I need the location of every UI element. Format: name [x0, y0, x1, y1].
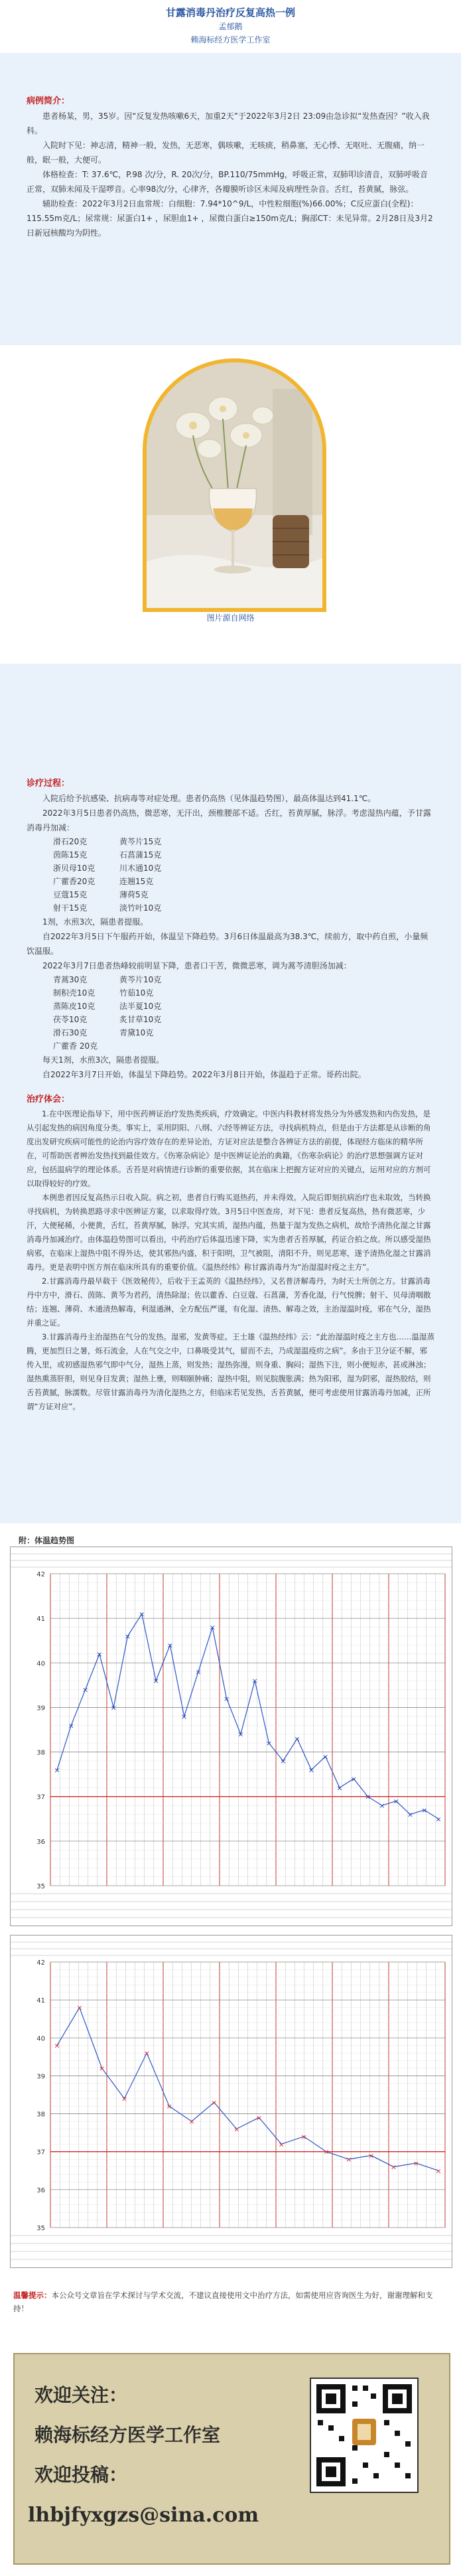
- footer-banner: [13, 2353, 450, 2565]
- studio-name: 赖海标经方医学工作室: [190, 35, 271, 44]
- temperature-point: ×: [195, 1667, 202, 1677]
- herb-row: 射干15克 淡竹叶10克: [53, 903, 162, 913]
- temperature-point: ×: [350, 1774, 357, 1783]
- warm-tip-text: 本公众号文章旨在学术探讨与学术交流，不建议直接使用文中治疗方法，如需使用应咨询医生为好，谢谢理解和支持！: [13, 2291, 433, 2313]
- temperature-point: ×: [421, 1805, 428, 1815]
- temperature-point: ×: [96, 1649, 103, 1659]
- temperature-point: ×: [251, 1677, 258, 1686]
- case-section: [0, 53, 461, 345]
- y-tick-label: 38: [36, 1749, 45, 1757]
- dose-1: 1剂，水煎3次，隔患者提服。: [42, 917, 149, 927]
- temperature-point: ×: [300, 2132, 307, 2141]
- dose-2: 每天1剂，水煎3次，隔患者提服。: [42, 1055, 165, 1065]
- temperature-point: ×: [336, 1783, 343, 1793]
- author-name: 孟郁鹅: [218, 22, 243, 31]
- case-lab: 辅助检查：2022年3月2日血常规：白细胞：7.94*10^9/L，中性粒细胞(%)66.00%；C反应蛋白(全程)：115.55m克/L；尿常规：尿蛋白1+ ，尿胆血1+ ，尿微白蛋白≥150m克/L；胸部CT：未见异常。2月28日及3月2日新冠核酸均为阴性。: [27, 199, 433, 238]
- temperature-point: ×: [407, 1810, 414, 1819]
- prescription-1: [27, 835, 434, 915]
- temperature-point: ×: [166, 1641, 173, 1650]
- article-title: 甘露消毒丹治疗反复高热一例: [165, 7, 295, 19]
- review-p3: 2.甘露消毒丹最早载于《医效秘传》，后收于王孟英的《温热经纬》，又名普济解毒丹，为时天士所创之方。甘露消毒丹中方中，滑石、茵陈、黄芩为君药，清热除湿；佐以藿香、白豆蔻、石菖蒲，芳香化湿，行气悦脾；射干、贝母清咽散结；连翘、薄荷、木通清热解毒，利湿通淋，全方配伍严谨，有化湿、清热、解毒之效，主治湿温时疫，邪在气分，湿热并重之证。: [27, 1276, 431, 1327]
- case-admission: 入院时下见：神志清，精神一般，发热，无恶寒，偶咳嗽，无咳痰，稍鼻塞，无心悸、无呕吐、无腹痛，纳一般，眠一般，大便可。: [27, 141, 425, 165]
- herb-row: 茯苓10克 炙甘草10克: [53, 1015, 162, 1024]
- temperature-point: ×: [188, 2117, 195, 2126]
- y-tick-label: 42: [36, 1959, 45, 1967]
- herb-row: 青蒿30克 黄芩片10克: [53, 975, 162, 984]
- temperature-point: ×: [209, 1623, 216, 1632]
- temperature-point: ×: [54, 2041, 60, 2050]
- temperature-point: ×: [237, 1730, 244, 1739]
- temperature-chart-1: [10, 1547, 452, 1926]
- y-tick-label: 38: [36, 2111, 45, 2119]
- footer-submit: 欢迎投稿：: [34, 2464, 128, 2486]
- chart-title: 附：体温趋势图: [19, 1536, 75, 1545]
- qr-code-icon: [311, 2379, 417, 2492]
- temperature-point: ×: [393, 1797, 399, 1806]
- article-header: [0, 5, 461, 46]
- temperature-point: ×: [124, 1632, 131, 1641]
- temperature-point: ×: [323, 2147, 330, 2157]
- y-tick-label: 39: [36, 1705, 45, 1712]
- course-p1: 入院后给予抗感染、抗病毒等对症处理。患者仍高热（见体温趋势图），最高体温达到41.1℃。: [42, 794, 376, 803]
- temperature-point: ×: [143, 2049, 150, 2058]
- temperature-point: ×: [68, 1721, 74, 1730]
- temperature-point: ×: [110, 1703, 117, 1712]
- review-p1: 1.在中医理论指导下，用中医药辨证治疗发热类疾病，疗效确定。中医内科教材将发热分为外感发热和内伤发热，是从引起发热的病因角度分类。事实上，采用阴阳、八纲、六经等辨证方法，寻找病机特点，但是由于方法都是从诊断的角度出发研究疾病可能性的论治内容疗效存在的差异论治，方证对应法是整合各辨证方法的前提，体现经方临床的精华所在，可帮助医者辨治发热找到最佳效方。《伤寒杂病论》是中医辨证论治的典籍，《伤寒杂病论》的治疗思想强调方证对应，包括温病学的理论体系。舌苔是对病情进行诊断的重要依据，其在临床上把握方证对应的关键点，运用对应的方剂可以取得较好的疗效。: [27, 1109, 431, 1188]
- temperature-point: ×: [54, 1766, 60, 1775]
- temperature-point: ×: [211, 2098, 218, 2107]
- temperature-point: ×: [255, 2113, 263, 2123]
- temperature-point: ×: [346, 2155, 352, 2164]
- footer-email[interactable]: lhbjfyxgzs@sina.com: [28, 2504, 259, 2527]
- temperature-point: ×: [364, 1792, 371, 1801]
- y-tick-label: 36: [36, 2186, 45, 2194]
- y-tick-label: 37: [36, 2149, 45, 2157]
- qr-code[interactable]: [310, 2378, 419, 2493]
- review-p2: 本例患者因反复高热示日收入院。病之初，患者自行购买退热药，并未得效。入院后即刻抗病治疗也未取效，当转换寻找病机，为转换思路寻求中医辨证方案，以求取得疗效。3月5日中医查房，对下见：患者反复高热，热有微恶寒，少汗，大便秘稀，小便黄，舌红，苔黄厚腻，脉浮。究其实质，湿热内蕴，热量于湿为发热之病机，故给予清热化湿之甘露消毒丹加减治疗。由体温趋势图可以看出，中药治疗后体温迅速下降，实为患者舌苔厚腻，药证合拍之故。所以感受湿热病邪，在临床上湿热中阻不得外达，使其邪热内盛，积于阳明，卫气被阻，清阳不升，则见恶寒，遂予清热化湿之甘露消毒丹。更是表明中医方剂在临床所具有的重要价值。《温热经纬》称甘露消毒丹为“治湿温时疫之主方”。: [27, 1193, 431, 1272]
- herb-row: 广藿香 20克: [53, 1041, 98, 1051]
- prescription-2: [27, 973, 434, 1053]
- temperature-chart-svg: [11, 1547, 452, 1926]
- y-tick-label: 40: [36, 2035, 45, 2043]
- temperature-chart-svg-2: [11, 1935, 452, 2267]
- course-section: [0, 664, 461, 1523]
- y-tick-label: 42: [36, 1571, 45, 1578]
- herb-row: 广藿香20克 连翘15克: [53, 877, 154, 886]
- temperature-point: ×: [76, 2003, 83, 2012]
- temperature-point: ×: [379, 1801, 385, 1811]
- herb-row: 滑石20克 黄芩片15克: [53, 837, 162, 846]
- temperature-point: ×: [367, 2151, 375, 2160]
- temperature-point: ×: [223, 1695, 230, 1703]
- footer-studio: 赖海标经方医学工作室: [34, 2424, 221, 2446]
- temperature-point: ×: [322, 1752, 329, 1762]
- y-tick-label: 41: [36, 1997, 45, 2005]
- temperature-point: ×: [413, 2159, 419, 2168]
- herb-row: 豆蔻15克 薄荷5克: [53, 890, 149, 899]
- case-exam: 体格检查：T: 37.6℃，P.98 次/分，R. 20次/分，BP.110/75mmHg，呼吸正常，双肺叩诊清音，双肺呼吸音正常，双肺未闻及干湿啰音。心率98次/分，心律齐，各瓣膜听诊区未闻及病理性杂音。舌红，苔黄腻，脉弦。: [27, 170, 428, 194]
- herb-row: 蒸陈皮10克 法半夏10克: [53, 1002, 162, 1011]
- herb-row: 浙贝母10克 川木通10克: [53, 864, 162, 873]
- course-p5: 自2022年3月7日开始，体温呈下降趋势。2022年3月8日开始，体温趋于正常。哥药出院。: [42, 1070, 366, 1079]
- temperature-point: ×: [153, 1677, 159, 1686]
- temperature-point: ×: [181, 1712, 188, 1721]
- herb-row: 制积壳10克 竹茹10克: [53, 988, 154, 998]
- course-p4: 2022年3月7日患者热峰较前明显下降，患者口干苦，微微恶寒，调为蒿芩清胆汤加减：: [42, 961, 352, 970]
- y-tick-label: 35: [36, 1883, 45, 1890]
- temperature-point: ×: [435, 2166, 442, 2176]
- warm-tip-label: 温馨提示：: [13, 2291, 52, 2300]
- photo-caption: 图片源自网络: [206, 613, 255, 623]
- review-heading: 治疗体会：: [27, 1095, 70, 1104]
- y-tick-label: 37: [36, 1793, 45, 1801]
- temperature-point: ×: [265, 1739, 273, 1748]
- y-tick-label: 39: [36, 2073, 45, 2081]
- footer-follow: 欢迎关注：: [34, 2384, 128, 2406]
- temperature-point: ×: [278, 2140, 285, 2149]
- course-p2: 2022年3月5日患者仍高热，微恶寒，无汗出，颈椎腰部不适。舌红，苔黄厚腻，脉浮。考虑湿热内蕴，予甘露消毒丹加减：: [27, 808, 431, 832]
- review-p4: 3.甘露消毒丹主治湿热在气分的发热。湿邪，发黄等症。王士雄《温热经纬》云：“此治湿温时疫之主方也……温湿蒸腾，更加烈日之暑，烁石流金，人在气交之中，口鼻吸受其气，留而不去，乃成湿温疫疠之病”。多由于卫分证不解，邪传入里，或初感湿热邪气即中气分，湿热上蒸，则发热；湿热弥漫，则身重、胸闷；湿热下注，则小便短赤，甚或淋浊；湿热熏蒸肝胆，则见身目发黄；湿热上壅，则咽颐肿痛；湿热中阻，则见脘腹胀满；热为阳邪，湿为阴邪，湿热胶结，则舌苔黄腻，脉濡数。尽管甘露消毒丹为清化湿热之方，但临床若见发热，舌苔黄腻，便可考虑使用甘露消毒丹加减，正所谓“方证对应”。: [27, 1332, 434, 1411]
- temperature-point: ×: [139, 1610, 145, 1619]
- temperature-point: ×: [233, 2125, 240, 2134]
- course-p3: 自2022年3月5日下午服药开始，体温呈下降趋势。3月6日体温最高为38.3℃，续前方，取中药自煎，小量频饮温服。: [27, 932, 428, 956]
- y-tick-label: 41: [36, 1616, 45, 1624]
- warm-tip: [0, 2289, 461, 2315]
- temperature-point: ×: [99, 2064, 105, 2073]
- case-heading: 病例简介：: [27, 96, 70, 106]
- temperature-chart-2: [10, 1935, 452, 2268]
- temperature-point: ×: [435, 1815, 442, 1824]
- y-tick-label: 40: [36, 1660, 45, 1668]
- photo-illustration-icon: [147, 362, 322, 608]
- wine-flower-photo: [143, 358, 326, 612]
- y-tick-label: 36: [36, 1838, 45, 1846]
- temperature-point: ×: [121, 2094, 128, 2103]
- y-tick-label: 35: [36, 2225, 45, 2232]
- temperature-point: ×: [390, 2162, 397, 2172]
- case-intro: 患者杨某，男，35岁。因“反复发热咳嗽6天，加重2天”于2022年3月2日 23:09由急诊拟“发热查因？”收入我科。: [27, 112, 430, 135]
- course-heading: 诊疗过程：: [27, 779, 70, 789]
- temperature-point: ×: [82, 1685, 89, 1695]
- temperature-point: ×: [280, 1757, 287, 1766]
- herb-row: 滑石30克 青黛10克: [53, 1028, 154, 1037]
- temperature-point: ×: [166, 2102, 172, 2111]
- temperature-point: ×: [294, 1734, 300, 1744]
- herb-row: 茵陈15克 石菖蒲15克: [53, 850, 162, 860]
- temperature-point: ×: [308, 1766, 314, 1775]
